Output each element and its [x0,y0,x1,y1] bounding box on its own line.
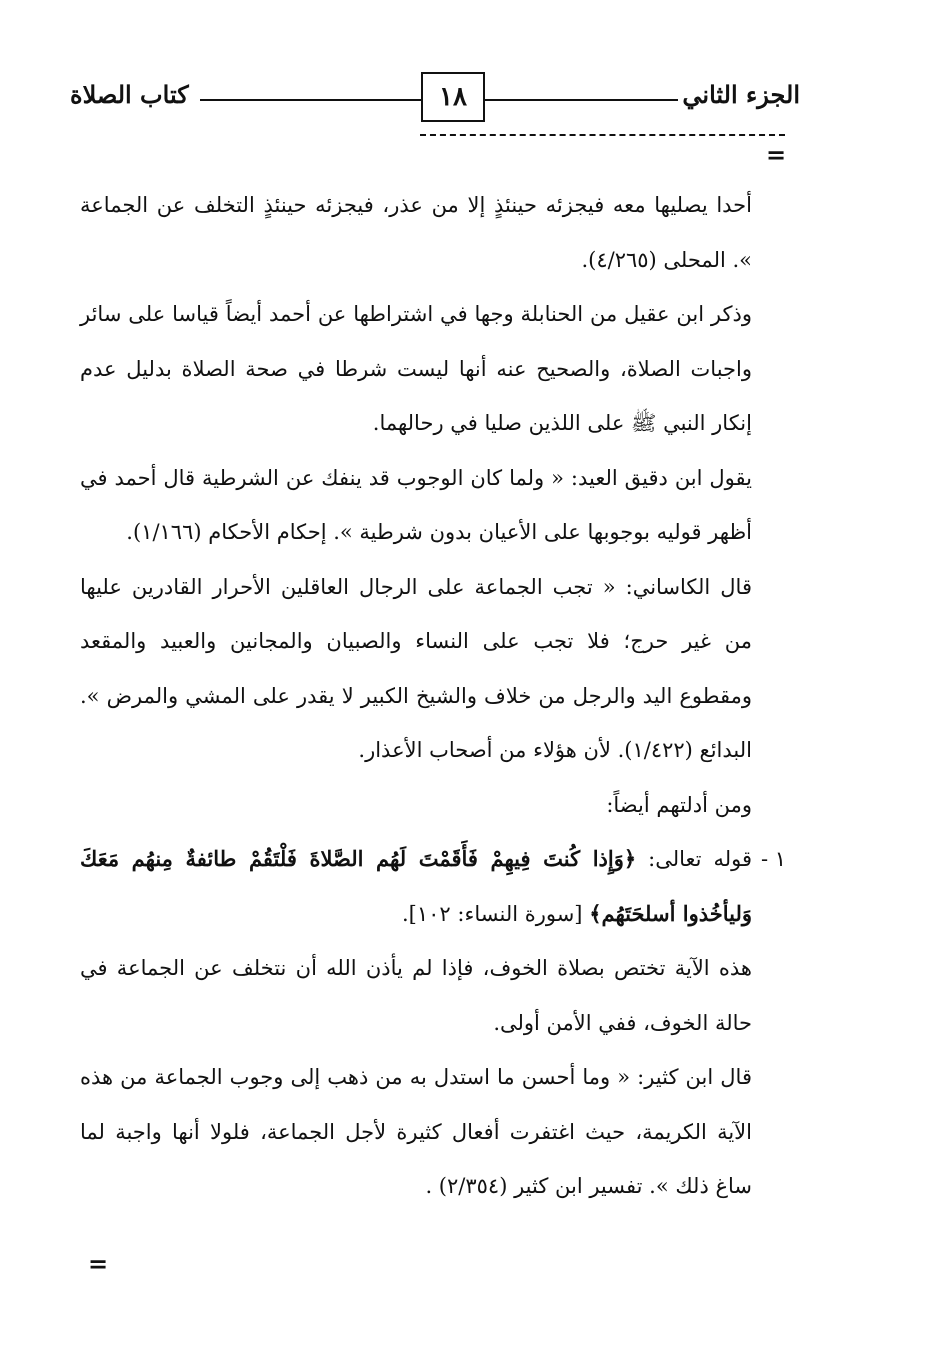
paragraph: قال الكاساني: « تجب الجماعة على الرجال العاقلين الأحرار القادرين عليها من غير حرج؛ فلا تجب على النساء والصبيان والمجانين والعبيد والمقعد ومقطوع اليد والرجل من خلاف والشيخ الكبير لا يقدر على المشي والمرض ». البدائع (١/٤٢٢). لأن هؤلاء من أصحاب الأعذار. [80,574,752,762]
footnote-separator [420,134,785,136]
chapter-title: كتاب الصلاة [70,80,189,109]
paragraph: وذكر ابن عقيل من الحنابلة وجها في اشتراطها عن أحمد أيضاً قياسا على سائر واجبات الصلاة، والصحيح عنه أنها ليست شرطا في صحة الصلاة بدليل عدم إنكار النبي ﷺ على اللذين صليا في رحالهما. [80,302,752,435]
list-item [80,832,786,941]
item-number: ١ - [760,847,786,871]
page-number: ١٨ [439,82,467,112]
running-header [70,72,800,132]
item-lead: قوله تعالى: [636,847,753,871]
volume-title: الجزء الثاني [682,80,800,109]
paragraph: أحدا يصليها معه فيجزئه حينئذٍ إلا من عذر، فيجزئه حينئذٍ التخلف عن الجماعة ». المحلى (٤/٢٦٥). [80,193,752,272]
header-rule-left [200,99,420,101]
verse-reference: [سورة النساء: ١٠٢]. [402,901,590,926]
quran-verse: ﴿وَإِذا كُنتَ فِيهِمْ فَأَقَمْتَ لَهُم الصَّلاةَ فَلْتَقُمْ طائفةٌ مِنهُم مَعَكَ وَليأخُذوا أسلحَتَهُم﴾ [80,846,752,926]
page-number-box [421,72,485,122]
footnote-body [80,178,786,1214]
paragraph: هذه الآية تختص بصلاة الخوف، فإذا لم يأذن الله أن نتخلف عن الجماعة في حالة الخوف، ففي الأمن أولى. [80,956,752,1035]
paragraph: يقول ابن دقيق العيد: « ولما كان الوجوب قد ينفك عن الشرطية قال أحمد في أظهر قوليه بوجوبها على الأعيان بدون شرطية ». إحكام الأحكام (١/١٦٦). [80,465,752,544]
paragraph: قال ابن كثير: « وما أحسن ما استدل به من ذهب إلى وجوب الجماعة من هذه الآية الكريمة، حيث اغتفرت أفعال كثيرة لأجل الجماعة، فلولا أنها واجبة لما ساغ ذلك ». تفسير ابن كثير (٢/٣٥٤) . [80,1065,752,1198]
paragraph: ومن أدلتهم أيضاً: [606,792,752,817]
continuation-mark-bottom: = [88,1249,109,1278]
continuation-mark-top: = [766,140,787,169]
